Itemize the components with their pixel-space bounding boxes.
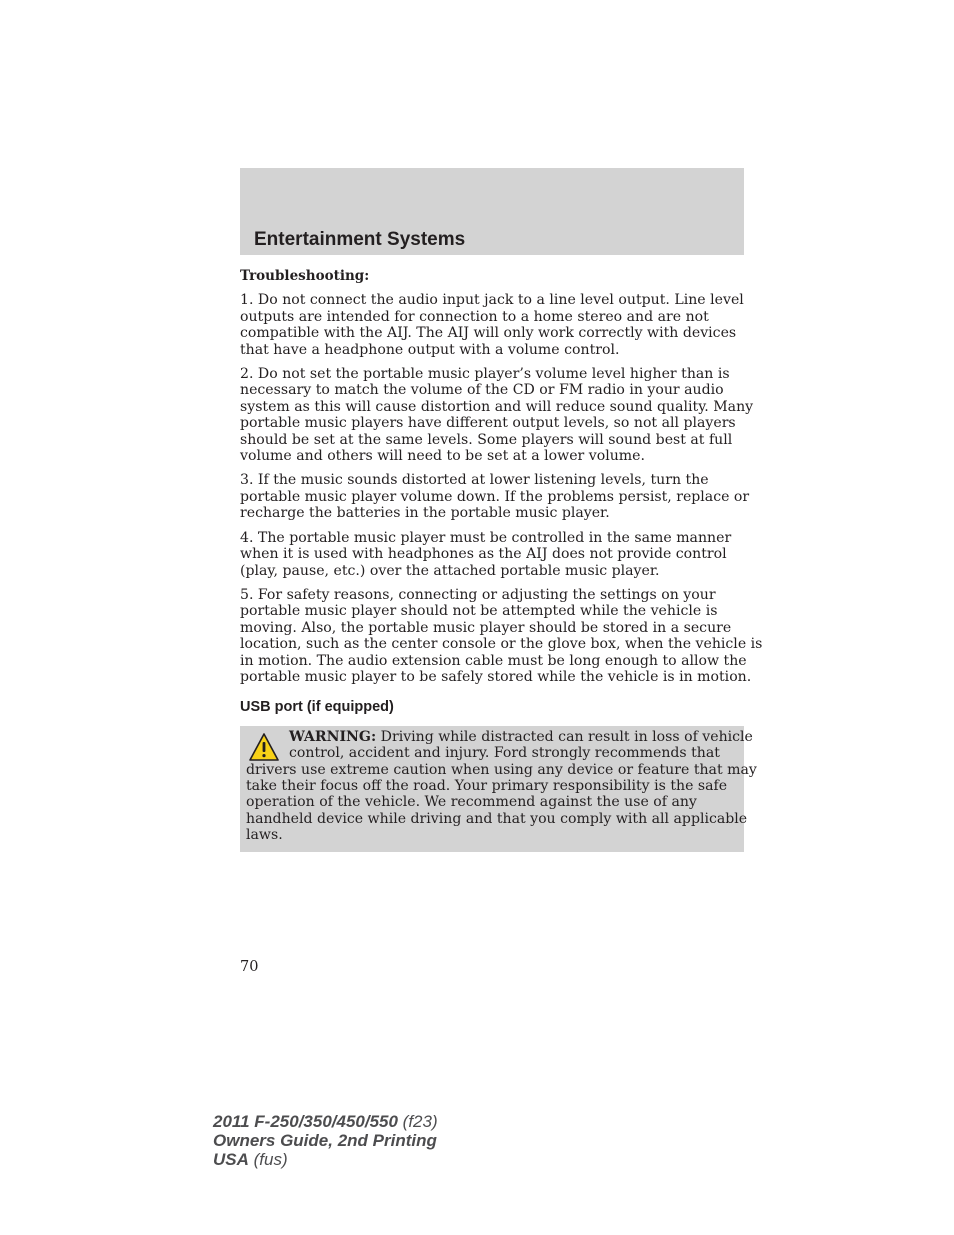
footer-region-code: (fus) [248, 1150, 288, 1169]
text-line: 3. If the music sounds distorted at lower listening levels, turn the [240, 472, 709, 489]
footer-line-2 [213, 1131, 438, 1150]
text-line: laws. [246, 827, 283, 844]
troubleshooting-heading: Troubleshooting: [240, 268, 370, 284]
text-line: 1. Do not connect the audio input jack to a line level output. Line level [240, 292, 744, 309]
troubleshooting-item-1 [240, 292, 744, 358]
text-line: compatible with the AIJ. The AIJ will only work correctly with devices [240, 325, 737, 342]
text-line: moving. Also, the portable music player should be stored in a secure [240, 619, 732, 636]
text-line: portable music player volume down. If the problems persist, replace or [240, 488, 750, 505]
footer-code: (f23) [397, 1112, 438, 1131]
document-footer [213, 1112, 438, 1169]
troubleshooting-item-4 [240, 530, 744, 579]
text-line: volume and others will need to be set at a lower volume. [240, 448, 645, 465]
text-line: portable music player to be safely stored while the vehicle is in motion. [240, 668, 752, 685]
text-line: handheld device while driving and that you comply with all applicable [246, 810, 748, 827]
footer-guide: Owners Guide, 2nd Printing [213, 1131, 437, 1150]
section-header-band [240, 168, 744, 255]
page-number: 70 [240, 959, 259, 975]
troubleshooting-item-3 [240, 472, 750, 522]
troubleshooting-item-5 [240, 586, 763, 685]
text-line: operation of the vehicle. We recommend against the use of any [246, 794, 697, 811]
footer-model: 2011 F-250/350/450/550 [213, 1112, 398, 1131]
page-content [240, 268, 763, 852]
text-line: drivers use extreme caution when using any device or feature that may [246, 761, 757, 778]
warning-box [240, 726, 757, 852]
footer-region: USA [213, 1150, 249, 1169]
text-line: necessary to match the volume of the CD or FM radio in your audio [240, 382, 724, 399]
troubleshooting-item-2 [240, 366, 754, 465]
warning-label: WARNING: [289, 728, 377, 745]
text-line: control, accident and injury. Ford strongly recommends that [289, 745, 720, 762]
text-line: system as this will cause distortion and will reduce sound quality. Many [240, 398, 754, 415]
usb-port-heading: USB port (if equipped) [240, 699, 394, 716]
text-line: 5. For safety reasons, connecting or adjusting the settings on your [240, 586, 716, 603]
text-line: outputs are intended for connection to a home stereo and are not [240, 308, 709, 325]
text-line: take their focus off the road. Your primary responsibility is the safe [246, 777, 728, 794]
warning-first-line [246, 728, 753, 745]
warning-triangle-icon [248, 732, 280, 762]
text-line: recharge the batteries in the portable music player. [240, 505, 610, 522]
text-line: should be set at the same levels. Some players will sound best at full [240, 431, 733, 448]
text-line: portable music player should not be attempted while the vehicle is [240, 603, 718, 620]
section-title: Entertainment Systems [254, 229, 466, 250]
text-line: when it is used with headphones as the AIJ does not provide control [240, 546, 727, 563]
warning-text: Driving while distracted can result in loss of vehicle [376, 728, 753, 745]
text-line: in motion. The audio extension cable must be long enough to allow the [240, 652, 747, 669]
text-line: location, such as the center console or the glove box, when the vehicle is [240, 636, 763, 653]
text-line: portable music players have different output levels, so not all players [240, 415, 736, 432]
footer-line-1 [213, 1112, 438, 1131]
text-line: 2. Do not set the portable music player’s volume level higher than is [240, 366, 730, 383]
text-line: that have a headphone output with a volume control. [240, 341, 620, 358]
text-line: 4. The portable music player must be controlled in the same manner [240, 529, 732, 546]
footer-line-3 [213, 1150, 438, 1169]
text-line: (play, pause, etc.) over the attached portable music player. [240, 562, 660, 579]
